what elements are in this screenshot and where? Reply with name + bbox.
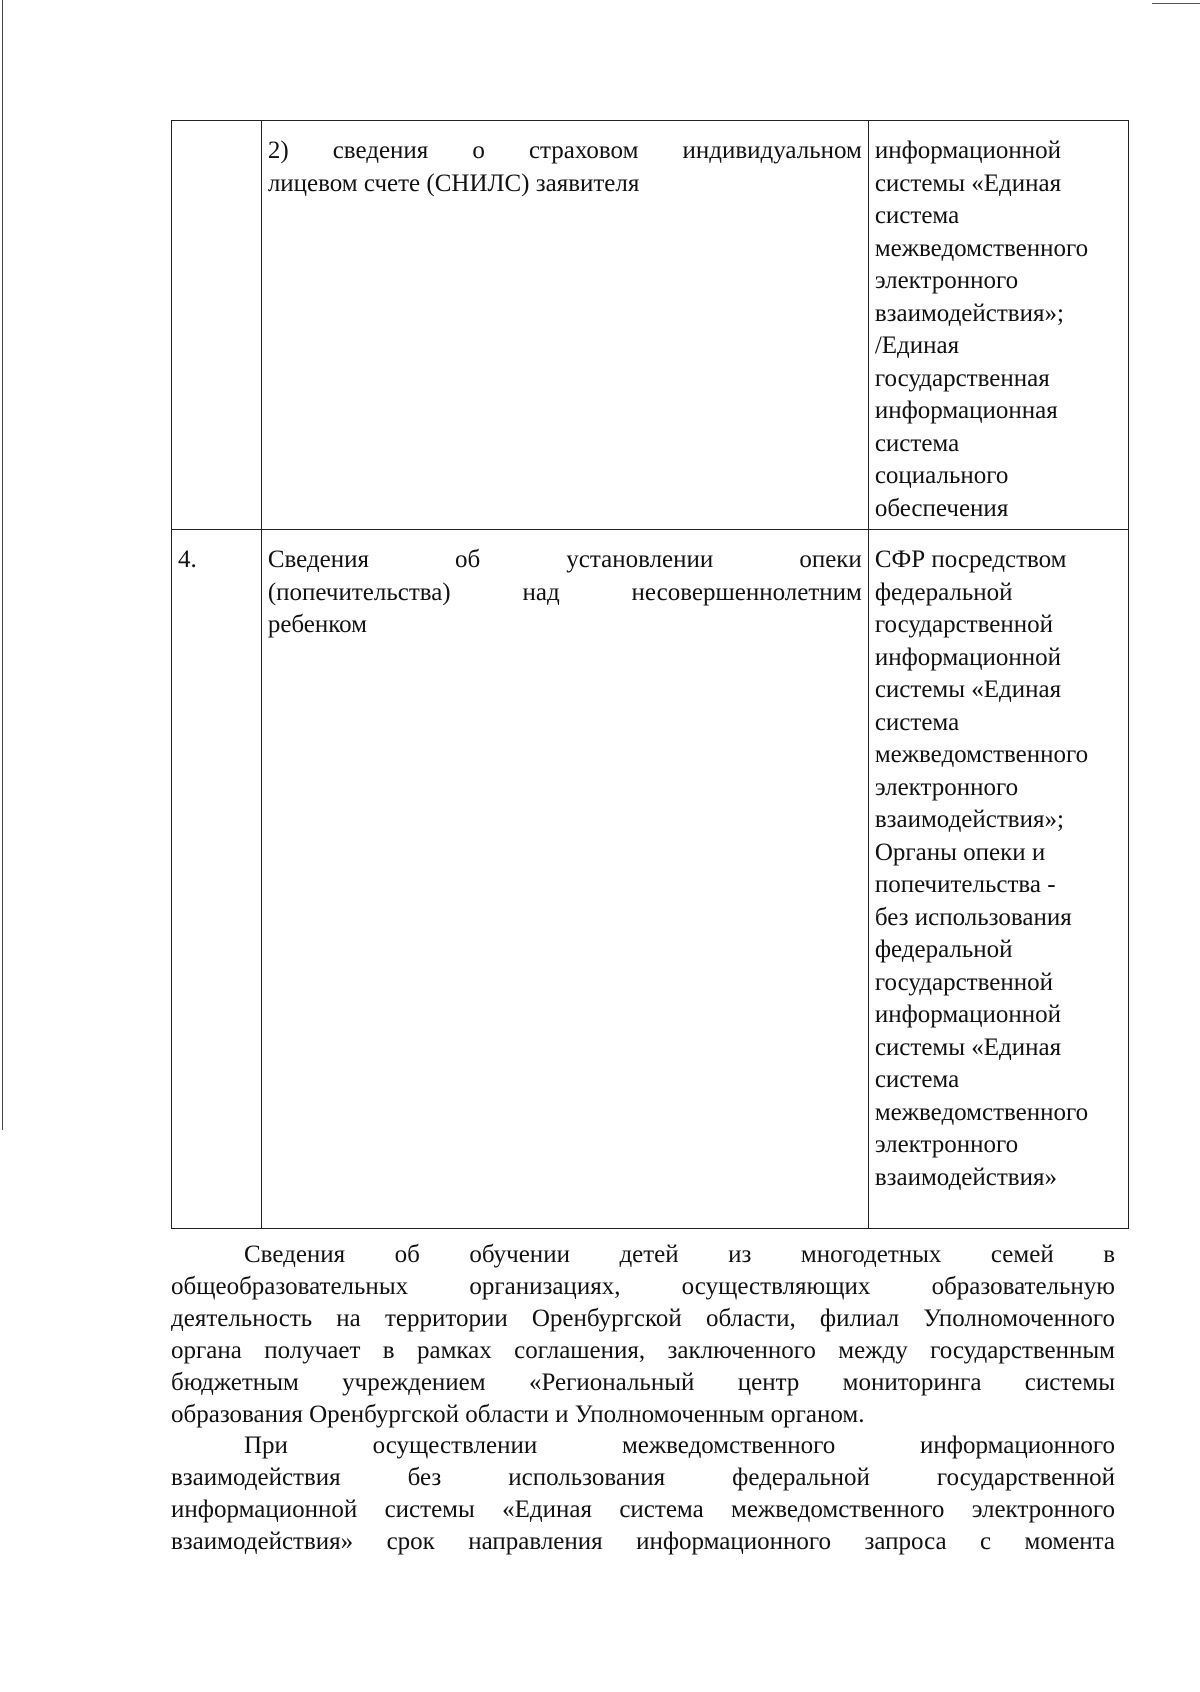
source-line: система	[874, 1066, 960, 1093]
description-line: ребенком	[267, 611, 367, 638]
source-line: системы «Единая	[874, 1033, 1062, 1061]
paragraph-line: При осуществлении межведомственного информационного	[244, 1432, 1115, 1459]
row-number-cell	[172, 121, 262, 530]
source-line: электронного	[874, 1131, 1019, 1158]
source-cell	[868, 530, 1128, 1229]
source-line: федеральной	[874, 578, 1013, 606]
description-line: Сведения об установлении опеки	[267, 546, 862, 573]
source-line: /Единая	[874, 332, 960, 359]
source-line: без использования	[874, 903, 1072, 931]
paragraph-line: взаимодействия без использования федеральной государственной	[171, 1464, 1115, 1491]
source-line: государственной	[874, 611, 1054, 638]
source-line: система	[874, 202, 960, 229]
paragraph-line: образования Оренбургской области и Уполномоченным органом.	[171, 1401, 865, 1428]
paragraph-line: деятельность на территории Оренбургской области, филиал Уполномоченного	[171, 1305, 1115, 1332]
source-line: межведомственного	[874, 234, 1089, 262]
source-line: информационной	[874, 1001, 1062, 1028]
table-row	[172, 121, 1129, 530]
source-line: взаимодействия»	[874, 1163, 1057, 1191]
source-line: межведомственного	[874, 741, 1089, 768]
source-line: системы «Единая	[874, 676, 1062, 703]
row-number-cell	[172, 530, 262, 1229]
source-line: государственной	[874, 968, 1054, 996]
paragraph-line: органа получает в рамках соглашения, заключенного между государственным	[171, 1337, 1115, 1364]
description-cell	[261, 121, 868, 530]
source-cell	[868, 121, 1128, 530]
paragraph-line: Сведения об обучении детей из многодетных семей в	[244, 1241, 1115, 1268]
source-line: информационной	[874, 137, 1062, 164]
table-row	[172, 530, 1129, 1229]
description-line: (попечительства) над несовершеннолетним	[267, 578, 862, 606]
scan-edge-top	[1152, 3, 1200, 4]
description-line: лицевом счете (СНИЛС) заявителя	[267, 169, 640, 197]
source-line: социального	[874, 462, 1009, 489]
source-line: системы «Единая	[874, 169, 1062, 197]
description-cell	[261, 530, 868, 1229]
description-line: 2) сведения о страховом индивидуальном	[267, 137, 862, 164]
paragraph-line: общеобразовательных организациях, осуществляющих образовательную	[171, 1273, 1115, 1300]
paragraph-interagency-request	[171, 1430, 1115, 1558]
source-line: электронного	[874, 773, 1019, 801]
source-line: взаимодействия»;	[874, 806, 1064, 833]
paragraph-line: бюджетным учреждением «Региональный центр мониторинга системы	[171, 1369, 1115, 1396]
source-line: электронного	[874, 267, 1019, 294]
row-number: 4.	[178, 546, 197, 573]
source-line: информационной	[874, 643, 1062, 671]
source-line: обеспечения	[874, 494, 1009, 522]
scan-edge-left	[2, 0, 3, 1130]
source-line: государственная	[874, 364, 1050, 392]
source-line: информационная	[874, 397, 1058, 424]
source-line: попечительства -	[874, 871, 1056, 898]
source-line: система	[874, 708, 960, 736]
source-line: федеральной	[874, 936, 1013, 963]
source-line: Органы опеки и	[874, 838, 1046, 866]
source-line: СФР посредством	[874, 546, 1067, 573]
paragraph-education-info	[171, 1239, 1115, 1431]
source-line: взаимодействия»;	[874, 299, 1064, 327]
paragraph-line: взаимодействия» срок направления информационного запроса с момента	[171, 1528, 1115, 1555]
source-line: система	[874, 429, 960, 457]
paragraph-line: информационной системы «Единая система межведомственного электронного	[171, 1496, 1115, 1523]
source-line: межведомственного	[874, 1098, 1089, 1126]
services-table	[171, 120, 1129, 1229]
